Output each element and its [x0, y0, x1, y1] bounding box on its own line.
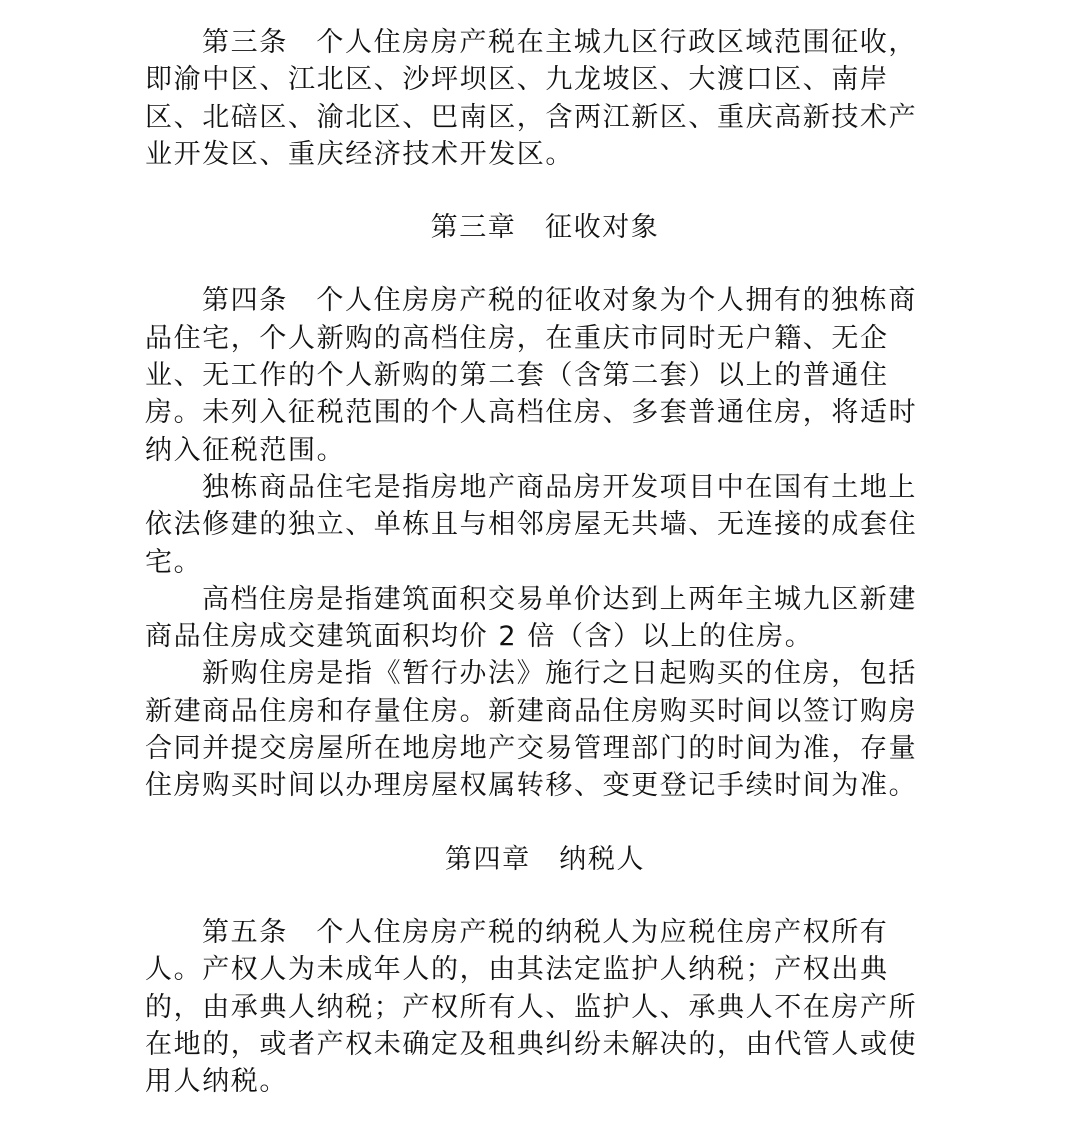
article-4-definition-high-end-housing: 高档住房是指建筑面积交易单价达到上两年主城九区新建商品住房成交建筑面积均价 2 倍（含）以上的住房。	[145, 583, 917, 653]
article-5-paragraph: 第五条 个人住房房产税的纳税人为应税住房产权所有人。产权人为未成年人的，由其法定监护人纳税；产权出典的，由承典人纳税；产权所有人、监护人、承典人不在房产所在地的，或者产权未确定及租典纠纷未解决的，由代管人或使用人纳税。	[145, 916, 918, 1098]
article-3-paragraph: 第三条 个人住房房产税在主城九区行政区域范围征收，即渝中区、江北区、沙坪坝区、九龙坡区、大渡口区、南岸区、北碚区、渝北区、巴南区，含两江新区、重庆高新技术产业开发区、重庆经济技术开发区。	[145, 27, 918, 170]
article-4-definition-detached-house: 独栋商品住宅是指房地产商品房开发项目中在国有土地上依法修建的独立、单栋且与相邻房屋无共墙、无连接的成套住宅。	[145, 471, 918, 578]
spacer	[145, 878, 945, 914]
spacer	[145, 805, 945, 841]
document-page	[145, 24, 945, 1100]
article-4-paragraph: 第四条 个人住房房产税的征收对象为个人拥有的独栋商品住宅，个人新购的高档住房，在重庆市同时无户籍、无企业、无工作的个人新购的第二套（含第二套）以上的普通住房。未列入征税范围的个人高档住房、多套普通住房，将适时纳入征税范围。	[145, 285, 918, 466]
chapter-3-heading: 第三章 征收对象	[430, 212, 660, 244]
spacer	[145, 246, 945, 282]
spacer	[145, 173, 945, 209]
chapter-4-heading: 第四章 纳税人	[444, 843, 646, 875]
article-4-definition-new-purchase: 新购住房是指《暂行办法》施行之日起购买的住房，包括新建商品住房和存量住房。新建商品住房购买时间以签订购房合同并提交房屋所在地房地产交易管理部门的时间为准，存量住房购买时间以办理房屋权属转移、变更登记手续时间为准。	[145, 658, 918, 802]
